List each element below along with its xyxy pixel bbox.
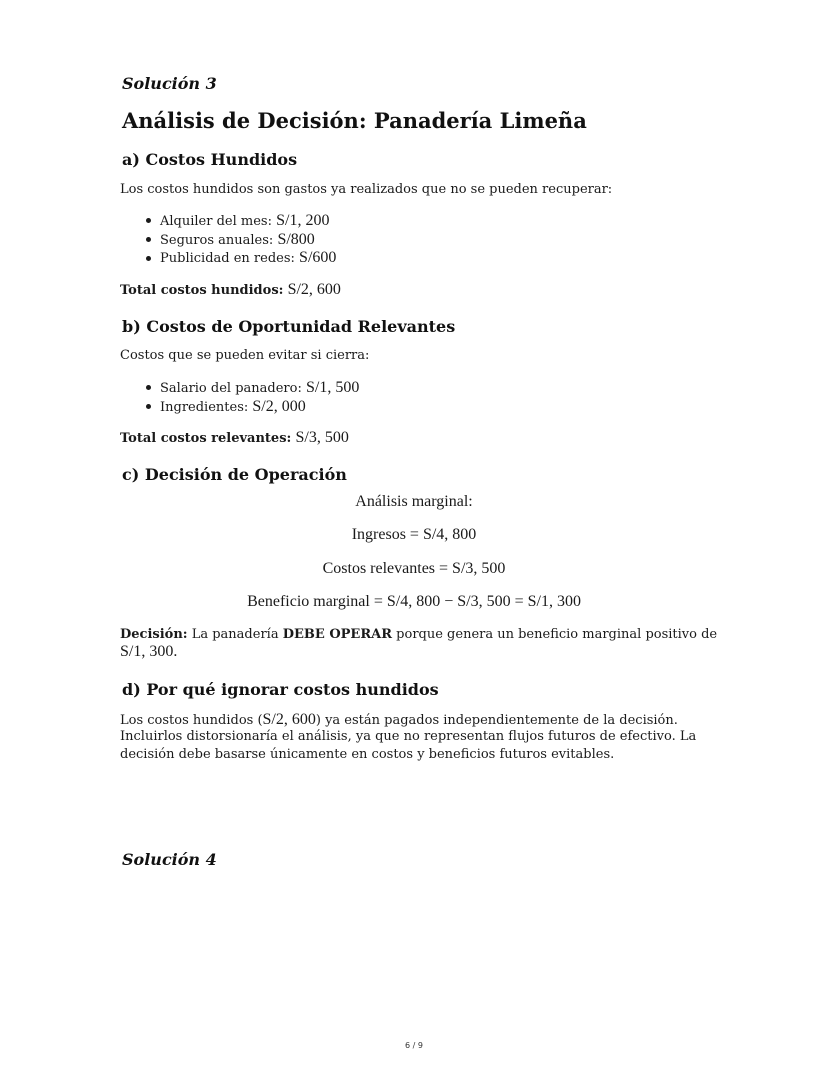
equation-title: Análisis marginal: (355, 493, 473, 510)
equation-beneficio: Beneficio marginal = S/4, 800 − S/3, 500 = S/1, 300 (247, 593, 581, 610)
item-label: Ingredientes: (160, 400, 249, 415)
decision-text: La panadería (191, 627, 279, 642)
item-label: Salario del panadero: (160, 381, 302, 396)
section-d-line: Incluirlos distorsionaría el análisis, ya que no representan flujos futuros de efectivo. La (120, 729, 697, 744)
list-item (160, 379, 359, 397)
text-fragment: Los costos hundidos ( (120, 713, 263, 728)
decision-line (120, 627, 717, 642)
total-label: Total costos hundidos: (120, 283, 284, 298)
list-item (160, 398, 306, 416)
bullet (146, 237, 151, 242)
list-item (160, 249, 336, 267)
solution-4-label: Solución 4 (122, 850, 217, 869)
section-b-intro: Costos que se pueden evitar si cierra: (120, 348, 370, 363)
item-value: S/600 (299, 249, 337, 266)
section-d-line (120, 711, 678, 729)
list-item (160, 231, 315, 249)
text-fragment: ) ya están pagados independientemente de la decisión. (315, 713, 678, 728)
item-value: S/2, 000 (252, 398, 306, 415)
section-a-intro: Los costos hundidos son gastos ya realizados que no se pueden recuperar: (120, 182, 613, 197)
decision-value: S/1, 300. (120, 643, 178, 660)
section-a-heading: a) Costos Hundidos (122, 150, 298, 169)
bullet (146, 404, 151, 409)
section-a-total (120, 281, 341, 299)
bullet (146, 385, 151, 390)
section-d-line: decisión debe basarse únicamente en costos y beneficios futuros evitables. (120, 747, 615, 762)
section-d-heading: d) Por qué ignorar costos hundidos (122, 680, 439, 699)
sunk-cost-value: S/2, 600 (262, 711, 316, 728)
total-label: Total costos relevantes: (120, 431, 292, 446)
decision-label: Decisión: (120, 627, 188, 642)
section-b-total (120, 429, 349, 447)
item-value: S/1, 500 (305, 379, 360, 396)
page-number: 6 / 9 (405, 1041, 423, 1050)
page-title: Análisis de Decisión: Panadería Limeña (122, 108, 587, 133)
item-label: Publicidad en redes: (160, 251, 295, 266)
list-item (160, 212, 329, 230)
equation-ingresos: Ingresos = S/4, 800 (351, 526, 477, 543)
section-c-heading: c) Decisión de Operación (122, 465, 347, 484)
section-b-heading: b) Costos de Oportunidad Relevantes (122, 317, 456, 336)
item-label: Alquiler del mes: (160, 214, 272, 229)
item-label: Seguros anuales: (160, 233, 274, 248)
total-value: S/3, 500 (295, 429, 349, 446)
decision-bold: DEBE OPERAR (282, 627, 393, 642)
item-value: S/1, 200 (276, 212, 330, 229)
equation-costos: Costos relevantes = S/3, 500 (322, 560, 506, 577)
bullet (146, 218, 151, 223)
bullet (146, 256, 151, 261)
decision-text: porque genera un beneficio marginal positivo de (396, 627, 718, 642)
item-value: S/800 (277, 231, 315, 248)
total-value: S/2, 600 (287, 281, 341, 298)
solution-3-label: Solución 3 (122, 74, 217, 93)
